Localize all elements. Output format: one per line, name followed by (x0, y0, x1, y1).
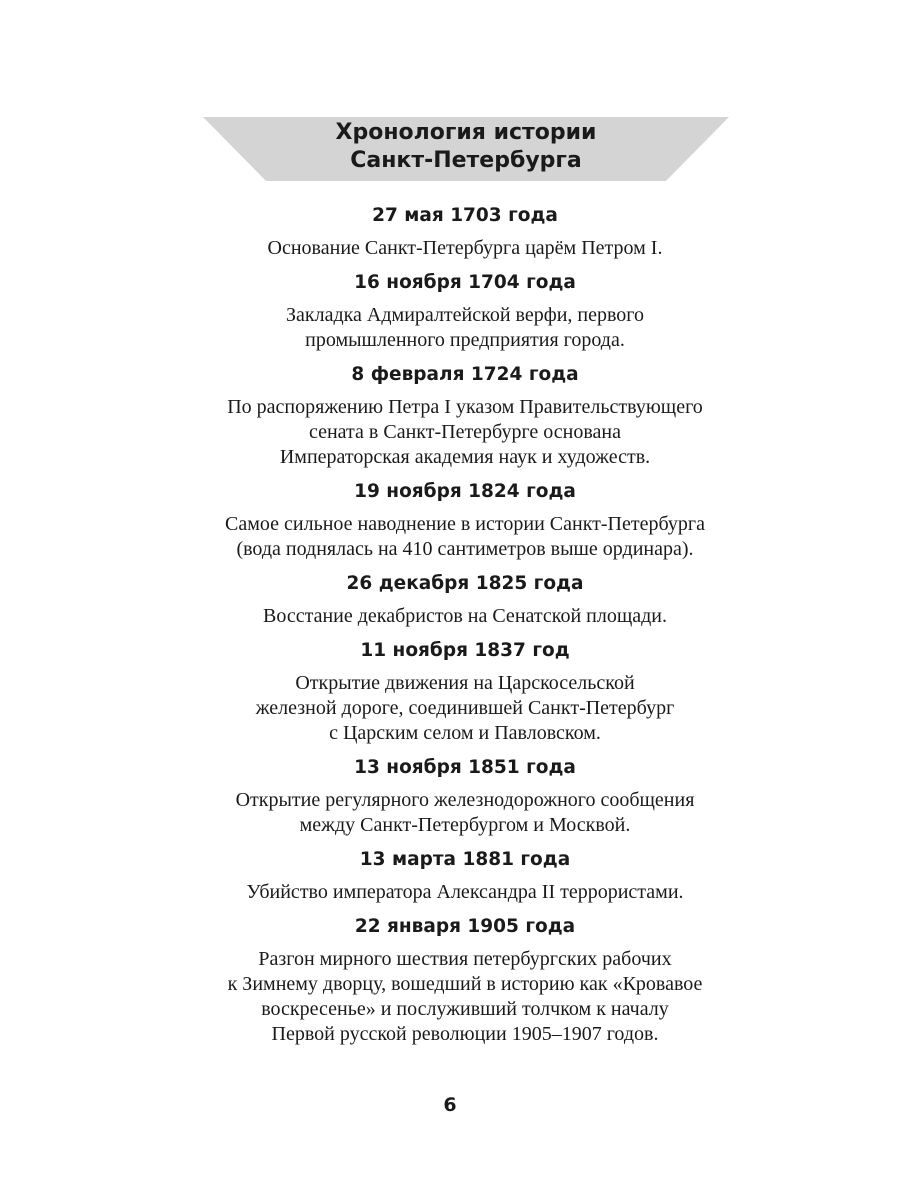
timeline-entry (150, 566, 780, 629)
entry-line: промышленного предприятия города. (305, 329, 625, 351)
entry-description (150, 236, 780, 261)
entry-description (150, 395, 780, 470)
entry-description (150, 880, 780, 905)
entry-date: 16 ноября 1704 года (354, 272, 576, 293)
entry-line: железной дороге, соединившей Санкт-Петербург (255, 697, 675, 719)
entry-date: 22 января 1905 года (354, 916, 576, 937)
timeline (150, 198, 780, 1051)
entry-line: к Зимнему дворцу, вошедший в историю как «Кровавое (227, 973, 703, 995)
entry-description (150, 788, 780, 838)
timeline-entry (150, 198, 780, 261)
entry-date: 13 ноября 1851 года (354, 757, 576, 778)
entry-line: воскресенье» и послуживший толчком к началу (261, 998, 669, 1020)
timeline-entry (150, 633, 780, 746)
entry-date: 13 марта 1881 года (359, 849, 571, 870)
timeline-entry (150, 750, 780, 838)
entry-description (150, 671, 780, 746)
timeline-entry (150, 474, 780, 562)
entry-line: Открытие регулярного железнодорожного сообщения (235, 789, 695, 811)
entry-date: 27 мая 1703 года (372, 205, 558, 226)
entry-date: 19 ноября 1824 года (354, 481, 576, 502)
entry-line: Открытие движения на Царскосельской (295, 672, 635, 694)
entry-date: 8 февраля 1724 года (351, 364, 579, 385)
entry-date: 11 ноября 1837 год (360, 640, 570, 661)
entry-description (150, 604, 780, 629)
page-title-line-2: Санкт-Петербурга (350, 148, 582, 173)
entry-line: с Царским селом и Павловском. (329, 722, 601, 744)
entry-date: 26 декабря 1825 года (346, 573, 584, 594)
entry-description (150, 303, 780, 353)
entry-line: между Санкт-Петербургом и Москвой. (299, 814, 631, 836)
entry-description (150, 512, 780, 562)
entry-line: Императорская академия наук и художеств. (279, 446, 651, 468)
entry-line: Первой русской революции 1905–1907 годов. (271, 1023, 659, 1045)
entry-line: Закладка Адмиралтейской верфи, первого (285, 304, 644, 326)
entry-line: По распоряжению Петра I указом Правительствующего (227, 396, 703, 418)
entry-line: Основание Санкт-Петербурга царём Петром I. (267, 237, 663, 259)
page-title (203, 119, 729, 175)
page-title-line-1: Хронология истории (335, 120, 597, 145)
entry-line: Самое сильное наводнение в истории Санкт-Петербурга (225, 513, 705, 535)
entry-line: сената в Санкт-Петербурге основана (308, 421, 622, 443)
page-number: 6 (443, 1094, 457, 1116)
timeline-entry (150, 357, 780, 470)
entry-description (150, 947, 780, 1047)
timeline-entry (150, 842, 780, 905)
timeline-entry (150, 265, 780, 353)
entry-line: (вода поднялась на 410 сантиметров выше ординара). (236, 538, 694, 560)
entry-line: Восстание декабристов на Сенатской площади. (263, 605, 667, 627)
timeline-entry (150, 909, 780, 1047)
entry-line: Убийство императора Александра II террористами. (246, 881, 684, 903)
entry-line: Разгон мирного шествия петербургских рабочих (258, 948, 672, 970)
